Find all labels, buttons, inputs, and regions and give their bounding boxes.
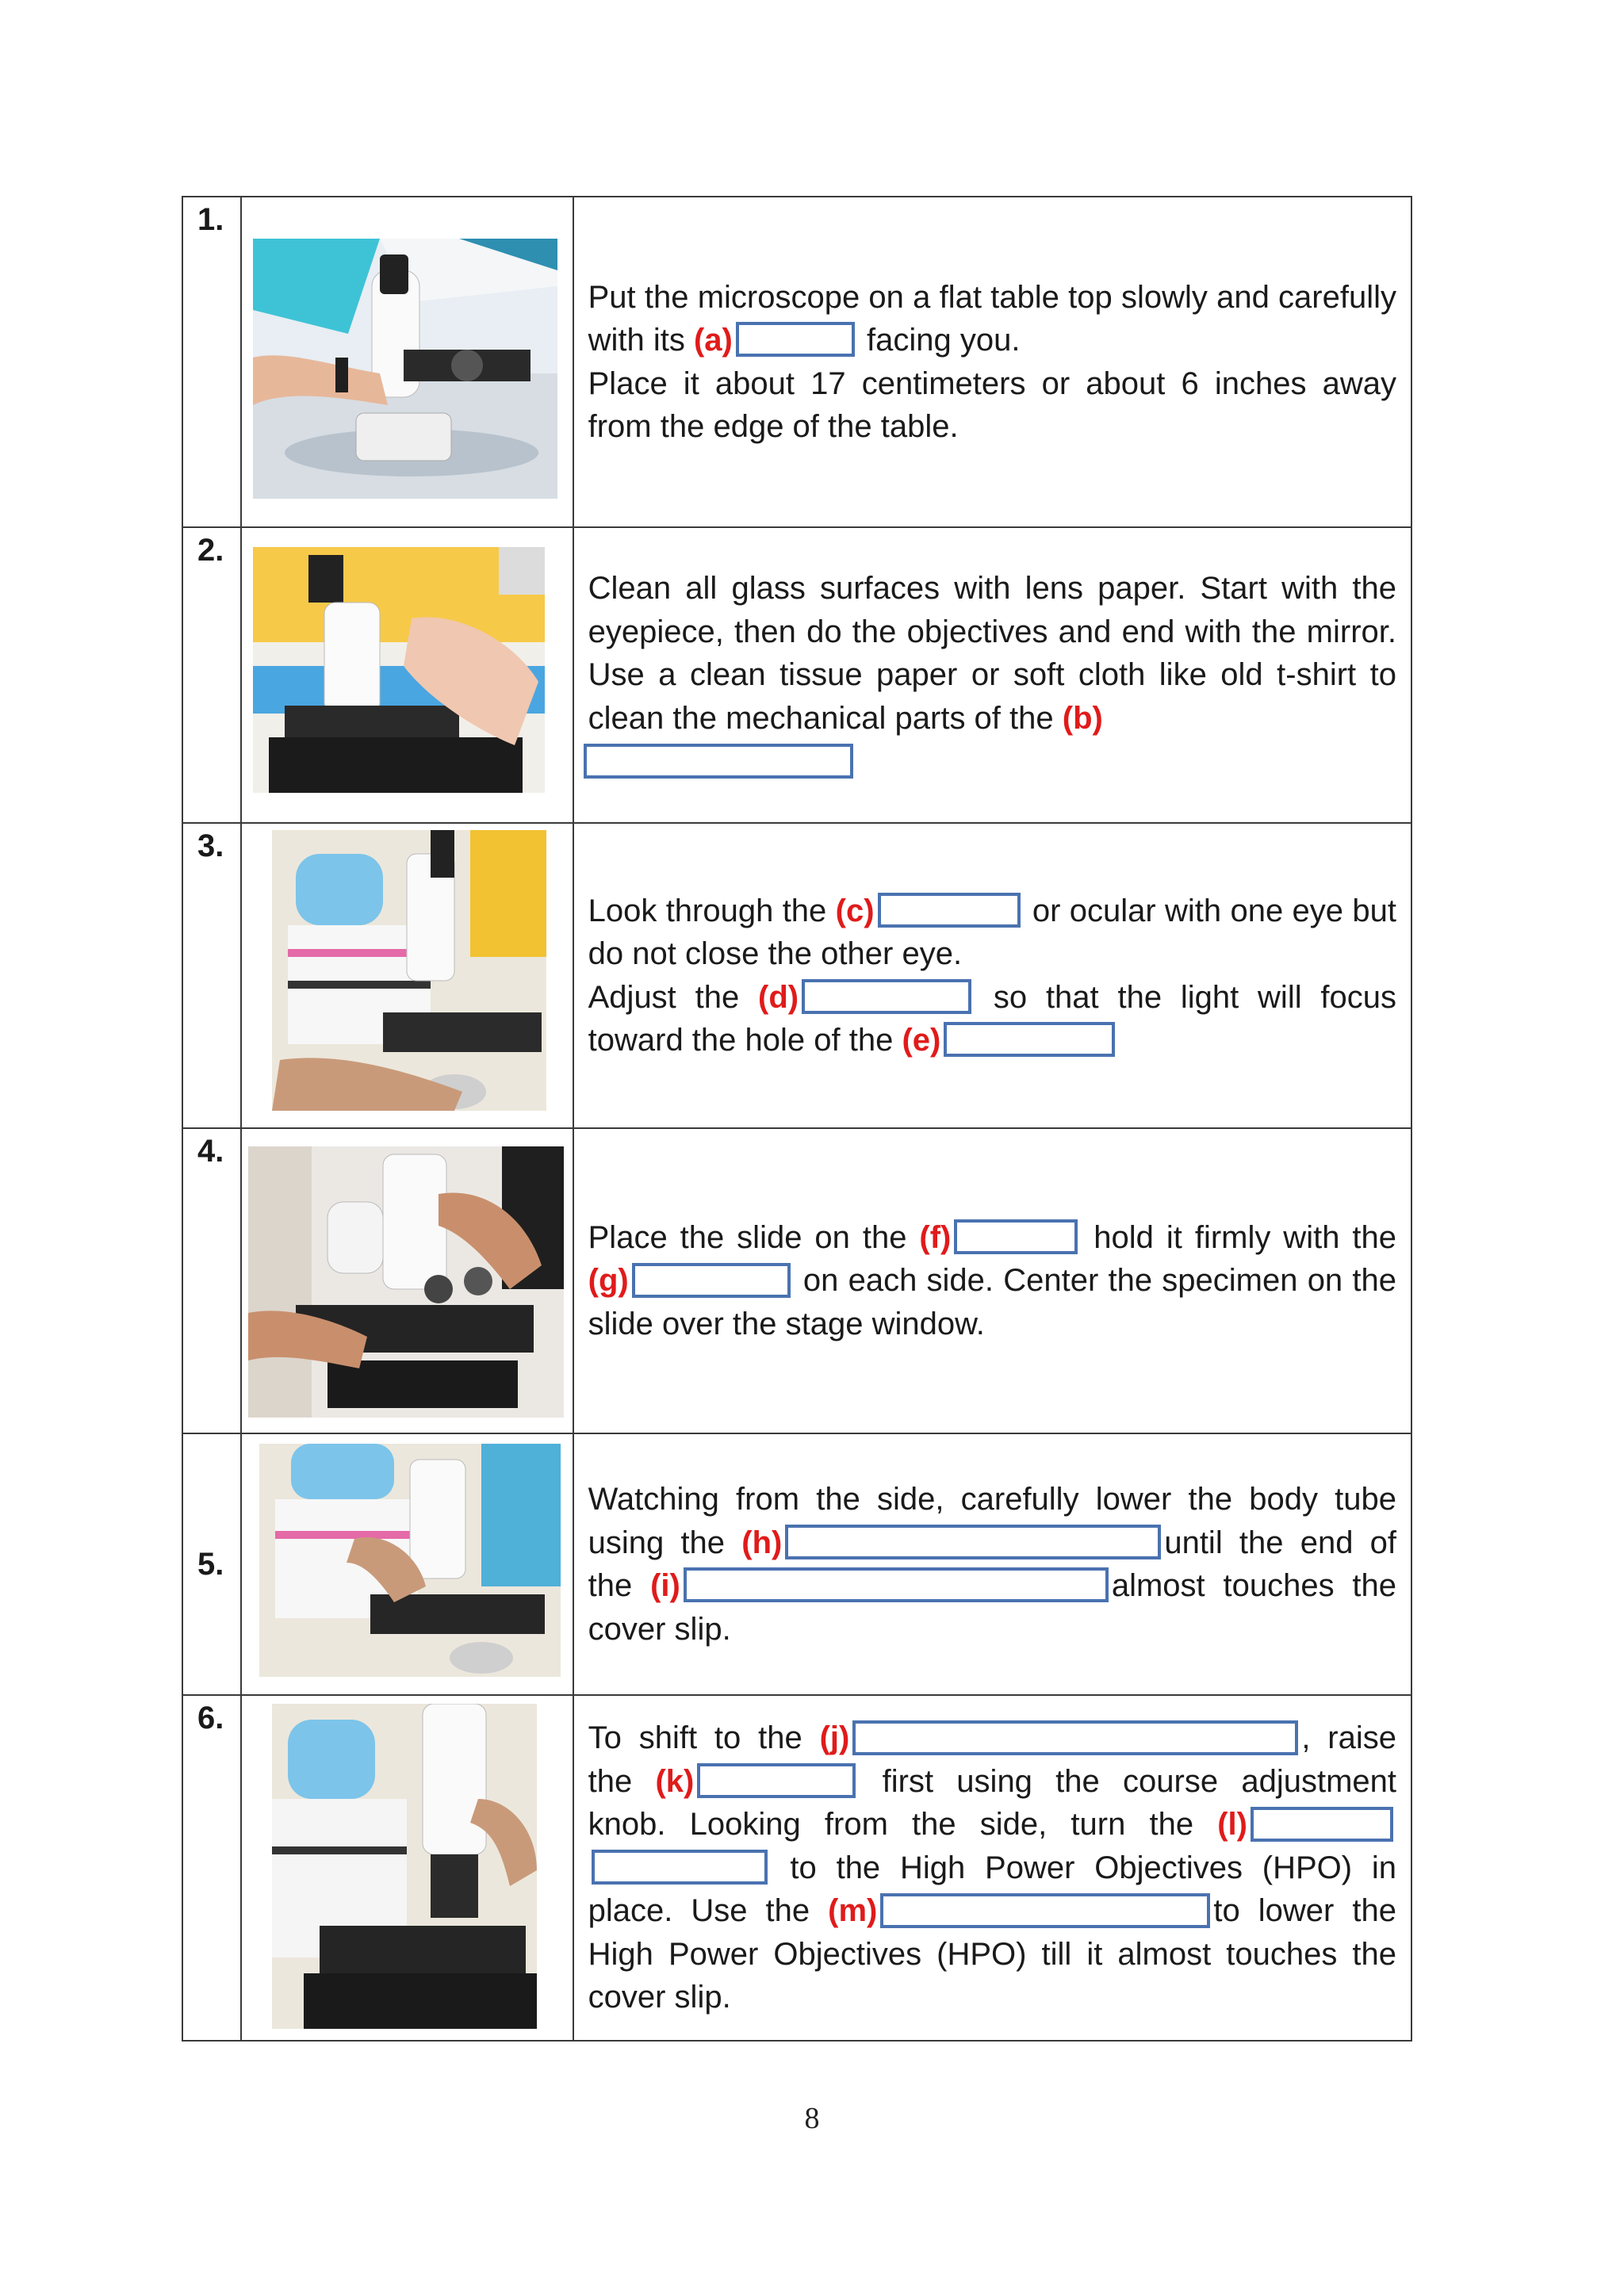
microscope-photo	[253, 547, 545, 793]
instruction-text: Adjust the	[588, 979, 759, 1015]
step-row-5	[182, 1433, 1411, 1695]
step-number: 1.	[197, 202, 224, 237]
answer-blank-g[interactable]	[632, 1263, 791, 1298]
step-number: 3.	[197, 828, 224, 863]
answer-blank-l[interactable]	[1251, 1807, 1393, 1842]
answer-blank-l-continued[interactable]	[592, 1850, 768, 1885]
step-photo-cell	[242, 1696, 573, 2040]
answer-blank-f[interactable]	[954, 1219, 1078, 1254]
step-photo-cell	[242, 1434, 573, 1694]
answer-blank-d[interactable]	[802, 979, 971, 1014]
answer-blank-i[interactable]	[684, 1567, 1109, 1602]
blank-label-m: (m)	[828, 1893, 878, 1929]
blank-label-i: (i)	[650, 1568, 680, 1603]
answer-blank-h[interactable]	[785, 1525, 1161, 1559]
instruction-text: facing you.	[857, 323, 1021, 358]
page-number: 8	[804, 2102, 820, 2135]
blank-label-g: (g)	[588, 1263, 629, 1299]
microscope-photo	[253, 239, 557, 499]
instruction-text: Clean all glass surfaces with lens paper. Start with the eyepiece, then do the objectives and end with the mirror. Use a clean tissue paper or soft cloth like old t-shirt to clean the mechanical parts of the	[588, 571, 1396, 736]
step-text-cell	[574, 528, 1411, 822]
instruction-text: Place it about 17 centimeters or about 6 inches away from the edge of the table.	[588, 365, 1396, 444]
instruction-text: Look through the	[588, 893, 836, 928]
step-instructions	[588, 1716, 1396, 2019]
blank-label-b: (b)	[1062, 700, 1103, 736]
step-text-cell	[574, 1696, 1411, 2040]
blank-label-k: (k)	[655, 1763, 695, 1799]
step-row-6	[182, 1695, 1411, 2041]
answer-blank-b[interactable]	[584, 744, 853, 779]
procedure-table	[182, 196, 1412, 2042]
step-number: 4.	[197, 1134, 224, 1169]
step-text-cell	[574, 824, 1411, 1127]
step-row-3	[182, 823, 1411, 1128]
blank-label-c: (c)	[835, 893, 875, 928]
instruction-text: so that the light will focus toward the hole of the	[588, 979, 1396, 1058]
instruction-text: Put the microscope on a flat table top slowly and carefully with its	[588, 279, 1396, 358]
answer-blank-c[interactable]	[878, 893, 1021, 928]
answer-blank-a[interactable]	[736, 322, 855, 357]
blank-label-d: (d)	[758, 979, 799, 1015]
step-instructions	[588, 276, 1396, 449]
microscope-photo	[248, 1146, 564, 1418]
instruction-text: almost touches the cover slip.	[588, 1568, 1396, 1647]
microscope-photo	[259, 1444, 561, 1677]
blank-label-f: (f)	[919, 1219, 952, 1255]
instruction-text: first using the course adjustment knob. Looking from the side, turn the	[588, 1763, 1397, 1843]
answer-blank-e[interactable]	[944, 1022, 1115, 1057]
blank-label-a: (a)	[693, 323, 733, 358]
step-photo-cell	[242, 197, 573, 526]
microscope-photo	[272, 830, 546, 1111]
microscope-photo	[272, 1704, 537, 2029]
blank-label-j: (j)	[819, 1720, 850, 1756]
instruction-text: hold it firmly with the	[1081, 1219, 1396, 1255]
step-row-4	[182, 1128, 1411, 1433]
step-photo-cell	[242, 824, 573, 1127]
step-number: 6.	[197, 1701, 224, 1735]
step-number: 2.	[197, 533, 224, 568]
instruction-text: on each side. Center the specimen on the slide over the stage window.	[588, 1263, 1396, 1341]
instruction-text: To shift to the	[588, 1720, 820, 1756]
answer-blank-k[interactable]	[697, 1763, 856, 1798]
step-instructions	[588, 890, 1396, 1062]
step-text-cell	[574, 1129, 1411, 1433]
instruction-text: , raise the	[588, 1720, 1396, 1799]
step-instructions	[588, 1478, 1396, 1651]
step-row-2	[182, 527, 1411, 823]
instruction-text: until the end of the	[588, 1525, 1396, 1603]
blank-label-l: (l)	[1217, 1807, 1247, 1843]
step-number: 5.	[197, 1546, 224, 1582]
answer-blank-j[interactable]	[852, 1720, 1298, 1755]
blank-label-h: (h)	[741, 1525, 783, 1560]
step-photo-cell	[242, 528, 573, 822]
step-text-cell	[574, 1434, 1411, 1694]
step-photo-cell	[242, 1129, 573, 1433]
instruction-text: or ocular with one eye but do not close the other eye.	[588, 893, 1396, 971]
instruction-text: Watching from the side, carefully lower the body tube using the	[588, 1482, 1396, 1560]
step-instructions	[588, 567, 1396, 783]
instruction-text: to the High Power Objectives (HPO) in place. Use the	[588, 1850, 1396, 1929]
step-instructions	[588, 1216, 1396, 1346]
instruction-text: to lower the High Power Objectives (HPO) till it almost touches the cover slip.	[588, 1893, 1396, 2015]
blank-label-e: (e)	[902, 1023, 941, 1058]
step-text-cell	[574, 197, 1411, 526]
instruction-text: Place the slide on the	[588, 1219, 920, 1255]
step-row-1	[182, 197, 1411, 527]
answer-blank-m[interactable]	[880, 1893, 1210, 1928]
